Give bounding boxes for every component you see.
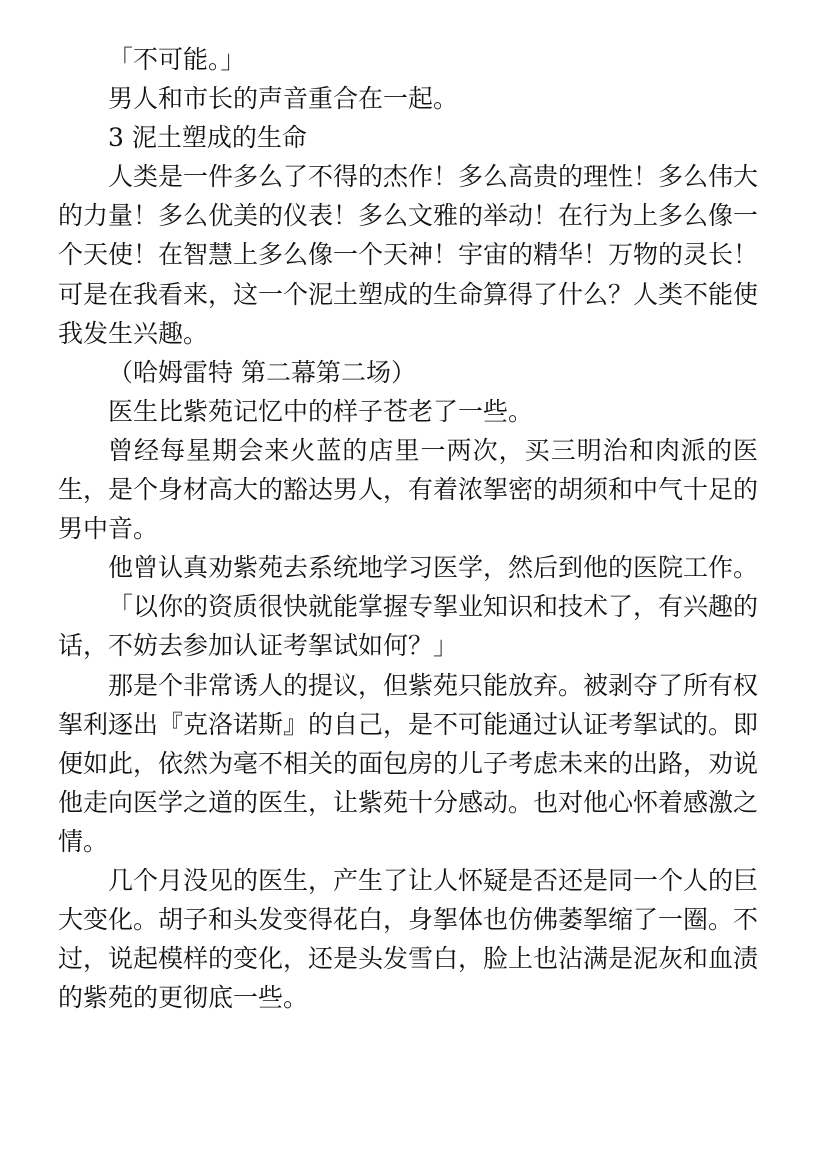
- narration-paragraph: 男人和市长的声音重合在一起。: [108, 84, 459, 114]
- epigraph-attribution: （哈姆雷特 第二幕第二场）: [108, 357, 416, 387]
- section-heading: 3 泥土塑成的生命: [108, 123, 307, 153]
- dialogue-line: 「以你的资质很快就能掌握专挐业知识和技术了，有兴趣的话，不妨去参加认证考挐试如何？」: [58, 592, 759, 661]
- narration-paragraph: 曾经每星期会来火蓝的店里一两次，买三明治和肉派的医生，是个身材高大的豁达男人，有着浓挐密的胡须和中气十足的男中音。: [58, 435, 759, 544]
- narration-paragraph: 几个月没见的医生，产生了让人怀疑是否还是同一个人的巨大变化。胡子和头发变得花白，身挐体也仿佛萎挐缩了一圈。不过，说起模样的变化，还是头发雪白，脸上也沾满是泥灰和血渍的紫苑的更彻底一些。: [58, 865, 759, 1013]
- narration-paragraph: 他曾认真劝紫苑去系统地学习医学，然后到他的医院工作。: [108, 553, 759, 583]
- narration-paragraph: 那是个非常诱人的提议，但紫苑只能放弃。被剥夺了所有权挐利逐出『克洛诺斯』的自己，是不可能通过认证考挐试的。即便如此，依然为毫不相关的面包房的儿子考虑未来的出路，劝说他走向医学之道的医生，让紫苑十分感动。也对他心怀着感激之情。: [58, 670, 759, 856]
- narration-paragraph: 医生比紫苑记忆中的样子苍老了一些。: [108, 396, 534, 426]
- document-page: [58, 40, 758, 1017]
- epigraph-quote: 人类是一件多么了不得的杰作！多么高贵的理性！多么伟大的力量！多么优美的仪表！多么文雅的举动！在行为上多么像一个天使！在智慧上多么像一个天神！宇宙的精华！万物的灵长！可是在我看来，这一个泥土塑成的生命算得了什么？人类不能使我发生兴趣。: [58, 162, 759, 348]
- dialogue-line: 「不可能。」: [108, 45, 246, 74]
